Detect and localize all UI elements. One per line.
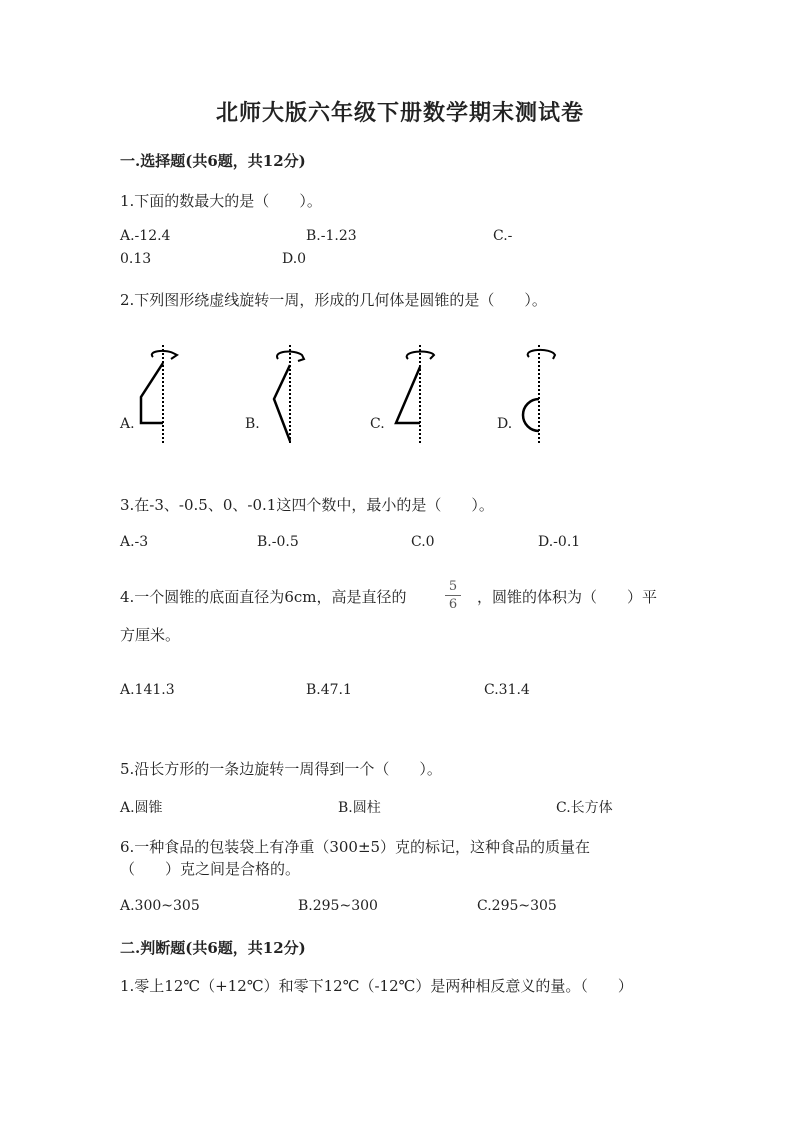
question-5-option-a: A.圆锥 <box>120 800 163 816</box>
figure-b-broken-line <box>268 345 318 450</box>
question-2-option-d: D. <box>497 416 513 432</box>
judgement-1-text: 1.零上12℃（+12℃）和零下12℃（-12℃）是两种相反意义的量。（ ） <box>120 977 633 995</box>
question-1-option-a: A.-12.4 <box>120 228 171 244</box>
question-3-option-a: A.-3 <box>120 534 149 550</box>
question-1-option-c-continued: 0.13 <box>120 251 152 267</box>
question-4-text-line2: 方厘米。 <box>120 626 181 644</box>
question-4-text-continued: ，圆锥的体积为（ ）平 <box>477 588 658 606</box>
question-4-option-a: A.141.3 <box>120 682 175 698</box>
fraction-bar <box>445 595 461 596</box>
question-4-option-b: B.47.1 <box>306 682 352 698</box>
question-6-text-line2: （ ）克之间是合格的。 <box>120 860 301 878</box>
question-2-option-a: A. <box>120 416 135 432</box>
figure-d-semicircle <box>515 345 565 450</box>
question-1-option-c: C.- <box>493 228 513 244</box>
figure-c-triangle <box>390 345 440 450</box>
section-heading-choice: 一.选择题(共6题，共12分) <box>120 152 306 170</box>
question-3-text: 3.在-3、-0.5、0、-0.1这四个数中，最小的是（ ）。 <box>120 496 494 514</box>
question-6-option-a: A.300~305 <box>120 898 200 914</box>
question-2-option-b: B. <box>245 416 260 432</box>
question-5-text: 5.沿长方形的一条边旋转一周得到一个（ ）。 <box>120 760 442 778</box>
question-3-option-d: D.-0.1 <box>538 534 581 550</box>
question-2-text: 2.下列图形绕虚线旋转一周，形成的几何体是圆锥的是（ ）。 <box>120 291 547 309</box>
question-4-option-c: C.31.4 <box>484 682 530 698</box>
fraction-five-sixths <box>445 580 461 611</box>
fraction-denominator: 6 <box>448 597 458 612</box>
page-title: 北师大版六年级下册数学期末测试卷 <box>215 100 584 126</box>
question-1-option-d: D.0 <box>282 251 307 267</box>
question-3-option-b: B.-0.5 <box>257 534 299 550</box>
question-4-text: 4.一个圆锥的底面直径为6cm，高是直径的 <box>120 588 407 606</box>
fraction-numerator: 5 <box>448 579 458 594</box>
question-1-text: 1.下面的数最大的是（ ）。 <box>120 192 322 210</box>
question-6-option-b: B.295~300 <box>298 898 378 914</box>
section-heading-judgement: 二.判断题(共6题，共12分) <box>120 939 306 957</box>
question-1-option-b: B.-1.23 <box>306 228 357 244</box>
question-3-option-c: C.0 <box>411 534 435 550</box>
question-5-option-c: C.长方体 <box>556 800 613 816</box>
question-2-option-c: C. <box>370 416 385 432</box>
question-5-option-b: B.圆柱 <box>338 800 381 816</box>
figure-a-trapezoid <box>135 345 185 450</box>
question-6-option-c: C.295~305 <box>477 898 557 914</box>
question-6-text: 6.一种食品的包装袋上有净重（300±5）克的标记，这种食品的质量在 <box>120 838 591 856</box>
